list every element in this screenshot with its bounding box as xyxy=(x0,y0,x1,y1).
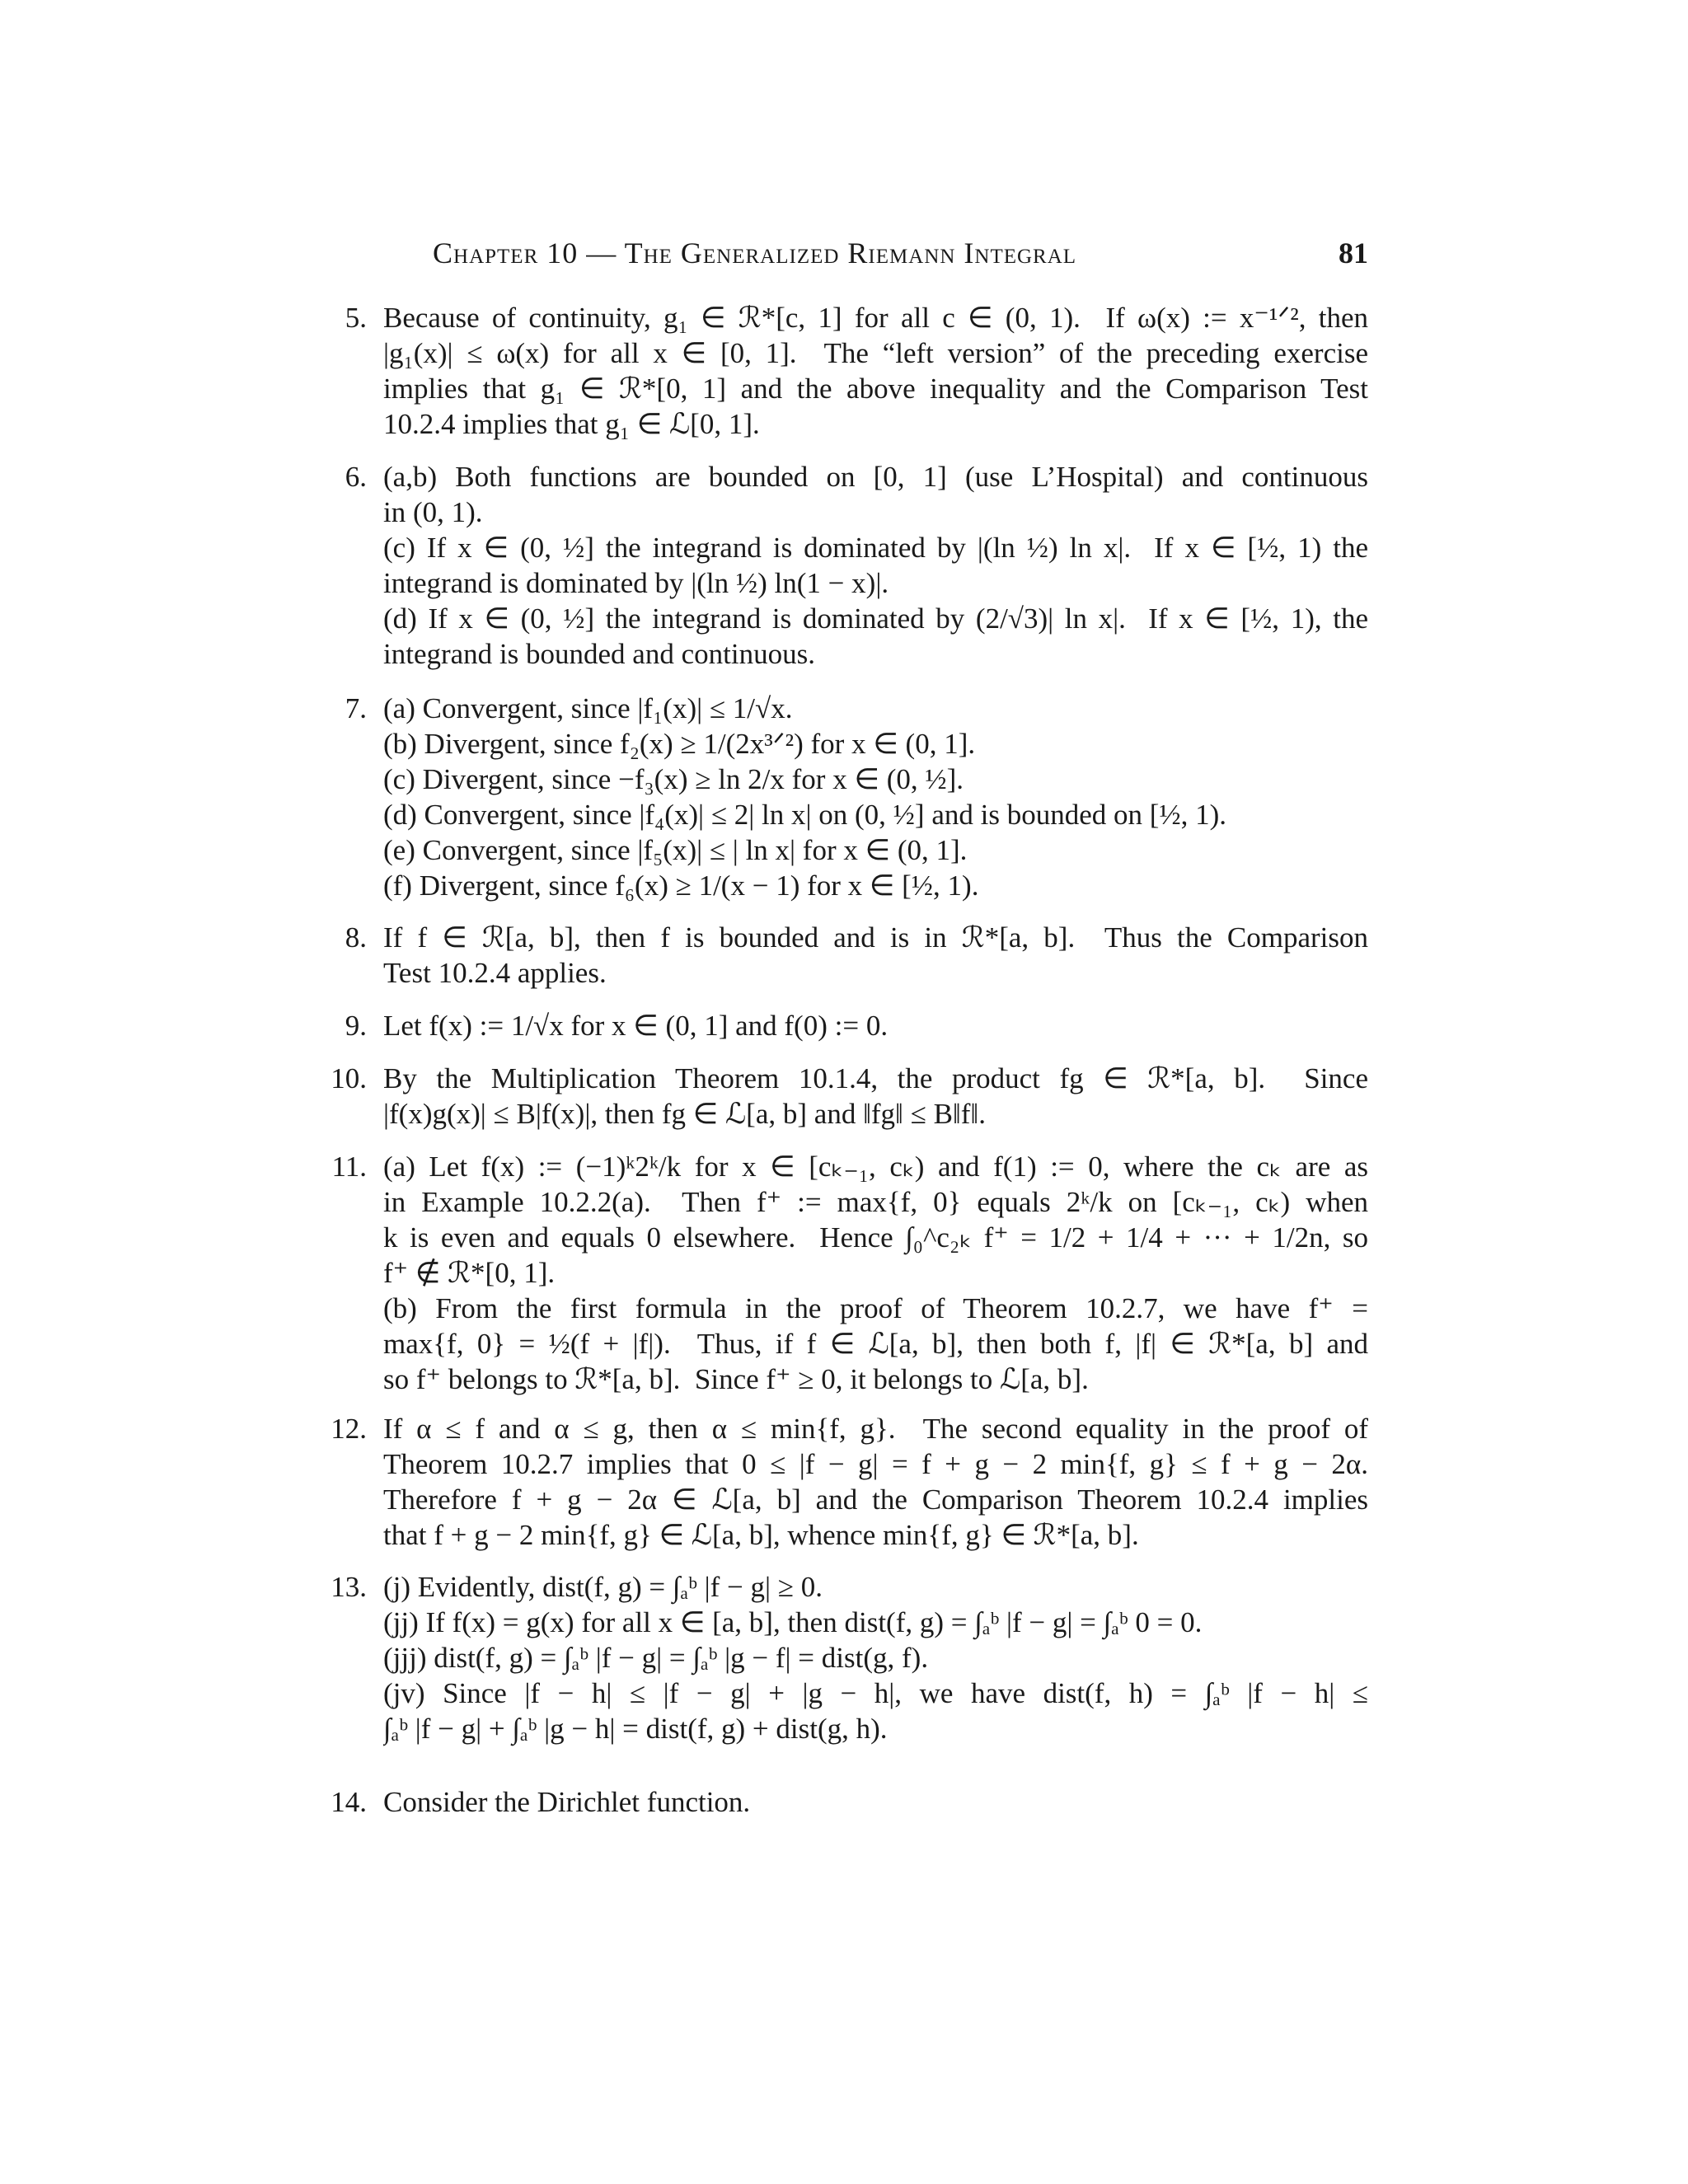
exercise-number: 12. xyxy=(331,1413,367,1445)
text-line: in Example 10.2.2(a). Then f⁺ := max{f, 0} equals 2ᵏ/k on [cₖ₋₁, cₖ) when xyxy=(383,1186,1368,1218)
text-line: (b) From the first formula in the proof of Theorem 10.2.7, we have f⁺ = xyxy=(383,1292,1368,1324)
exercise-number: 6. xyxy=(345,461,367,493)
chapter-title: Chapter 10 — The Generalized Riemann Integral xyxy=(433,237,1077,269)
text-line: ∫ₐᵇ |f − g| + ∫ₐᵇ |g − h| = dist(f, g) + dist(g, h). xyxy=(383,1713,888,1745)
text-line: (d) If x ∈ (0, ½] the integrand is dominated by (2/√3)| ln x|. If x ∈ [½, 1), the xyxy=(383,602,1368,635)
text-line: |g₁(x)| ≤ ω(x) for all x ∈ [0, 1]. The “left version” of the preceding exercise xyxy=(383,337,1368,369)
exercise-number: 10. xyxy=(331,1062,367,1094)
text-line: (j) Evidently, dist(f, g) = ∫ₐᵇ |f − g| ≥ 0. xyxy=(383,1571,823,1603)
text-line: (jjj) dist(f, g) = ∫ₐᵇ |f − g| = ∫ₐᵇ |g − f| = dist(g, f). xyxy=(383,1642,929,1674)
text-line: (d) Convergent, since |f₄(x)| ≤ 2| ln x| on (0, ½] and is bounded on [½, 1). xyxy=(383,799,1227,831)
exercise-text xyxy=(383,1008,1368,1043)
text-line: (c) If x ∈ (0, ½] the integrand is dominated by |(ln ½) ln x|. If x ∈ [½, 1) the xyxy=(383,532,1368,564)
exercise-text xyxy=(383,920,1368,991)
exercise-number: 13. xyxy=(331,1571,367,1603)
exercise-text xyxy=(383,1569,1368,1746)
exercise-number: 7. xyxy=(345,692,367,724)
text-line: (e) Convergent, since |f₅(x)| ≤ | ln x| for x ∈ (0, 1]. xyxy=(383,834,968,866)
text-line: If α ≤ f and α ≤ g, then α ≤ min{f, g}. The second equality in the proof of xyxy=(383,1413,1368,1445)
text-line: |f(x)g(x)| ≤ B|f(x)|, then fg ∈ ℒ[a, b] and ‖fg‖ ≤ B‖f‖. xyxy=(383,1098,986,1130)
text-line: (a,b) Both functions are bounded on [0, 1] (use L’Hospital) and continuous xyxy=(383,461,1368,493)
page-number: 81 xyxy=(1339,237,1368,269)
text-line: integrand is bounded and continuous. xyxy=(383,638,815,670)
exercise-text xyxy=(383,691,1368,903)
text-line: integrand is dominated by |(ln ½) ln(1 − x)|. xyxy=(383,567,889,599)
exercise-text xyxy=(383,1061,1368,1132)
text-line: in (0, 1). xyxy=(383,496,483,528)
text-line: k is even and equals 0 elsewhere. Hence ∫₀^c₂ₖ f⁺ = 1/2 + 1/4 + ··· + 1/2n, so xyxy=(383,1221,1368,1254)
text-line: (jv) Since |f − h| ≤ |f − g| + |g − h|, we have dist(f, h) = ∫ₐᵇ |f − h| ≤ xyxy=(383,1677,1368,1709)
text-line: Therefore f + g − 2α ∈ ℒ[a, b] and the Comparison Theorem 10.2.4 implies xyxy=(383,1483,1368,1516)
exercise-text xyxy=(383,459,1368,672)
exercise-text xyxy=(383,1411,1368,1553)
text-line: Theorem 10.2.7 implies that 0 ≤ |f − g| = f + g − 2 min{f, g} ≤ f + g − 2α. xyxy=(383,1448,1368,1480)
text-line: (a) Convergent, since |f₁(x)| ≤ 1/√x. xyxy=(383,692,793,724)
exercise-number: 8. xyxy=(345,921,367,954)
text-line: Let f(x) := 1/√x for x ∈ (0, 1] and f(0) := 0. xyxy=(383,1010,889,1042)
text-line: (jj) If f(x) = g(x) for all x ∈ [a, b], then dist(f, g) = ∫ₐᵇ |f − g| = ∫ₐᵇ 0 = 0. xyxy=(383,1606,1203,1638)
exercise-text xyxy=(383,1149,1368,1397)
exercise-number: 5. xyxy=(345,302,367,334)
text-line: By the Multiplication Theorem 10.1.4, the product fg ∈ ℛ*[a, b]. Since xyxy=(383,1062,1368,1094)
text-line: so f⁺ belongs to ℛ*[a, b]. Since f⁺ ≥ 0, it belongs to ℒ[a, b]. xyxy=(383,1363,1089,1395)
text-line: (c) Divergent, since −f₃(x) ≥ ln 2/x for x ∈ (0, ½]. xyxy=(383,763,964,795)
text-line: (b) Divergent, since f₂(x) ≥ 1/(2x³ᐟ²) for x ∈ (0, 1]. xyxy=(383,728,976,760)
text-line: (a) Let f(x) := (−1)ᵏ2ᵏ/k for x ∈ [cₖ₋₁, cₖ) and f(1) := 0, where the cₖ are as xyxy=(383,1151,1368,1183)
exercise-text xyxy=(383,1784,1368,1820)
text-line: implies that g₁ ∈ ℛ*[0, 1] and the above inequality and the Comparison Test xyxy=(383,373,1368,405)
exercise-number: 11. xyxy=(331,1151,367,1183)
running-header xyxy=(433,236,1368,277)
text-line: f⁺ ∉ ℛ*[0, 1]. xyxy=(383,1257,556,1289)
exercise-number: 14. xyxy=(331,1786,367,1818)
text-line: (f) Divergent, since f₆(x) ≥ 1/(x − 1) for x ∈ [½, 1). xyxy=(383,869,979,902)
text-line: Because of continuity, g₁ ∈ ℛ*[c, 1] for all c ∈ (0, 1). If ω(x) := x⁻¹ᐟ², then xyxy=(383,302,1368,334)
text-line: that f + g − 2 min{f, g} ∈ ℒ[a, b], whence min{f, g} ∈ ℛ*[a, b]. xyxy=(383,1519,1139,1551)
text-line: Test 10.2.4 applies. xyxy=(383,957,607,989)
text-line: max{f, 0} = ½(f + |f|). Thus, if f ∈ ℒ[a, b], then both f, |f| ∈ ℛ*[a, b] and xyxy=(383,1328,1368,1360)
text-line: 10.2.4 implies that g₁ ∈ ℒ[0, 1]. xyxy=(383,408,760,440)
exercise-text xyxy=(383,300,1368,442)
exercise-number: 9. xyxy=(345,1010,367,1042)
text-line: Consider the Dirichlet function. xyxy=(383,1786,751,1818)
text-line: If f ∈ ℛ[a, b], then f is bounded and is in ℛ*[a, b]. Thus the Comparison xyxy=(383,921,1368,954)
